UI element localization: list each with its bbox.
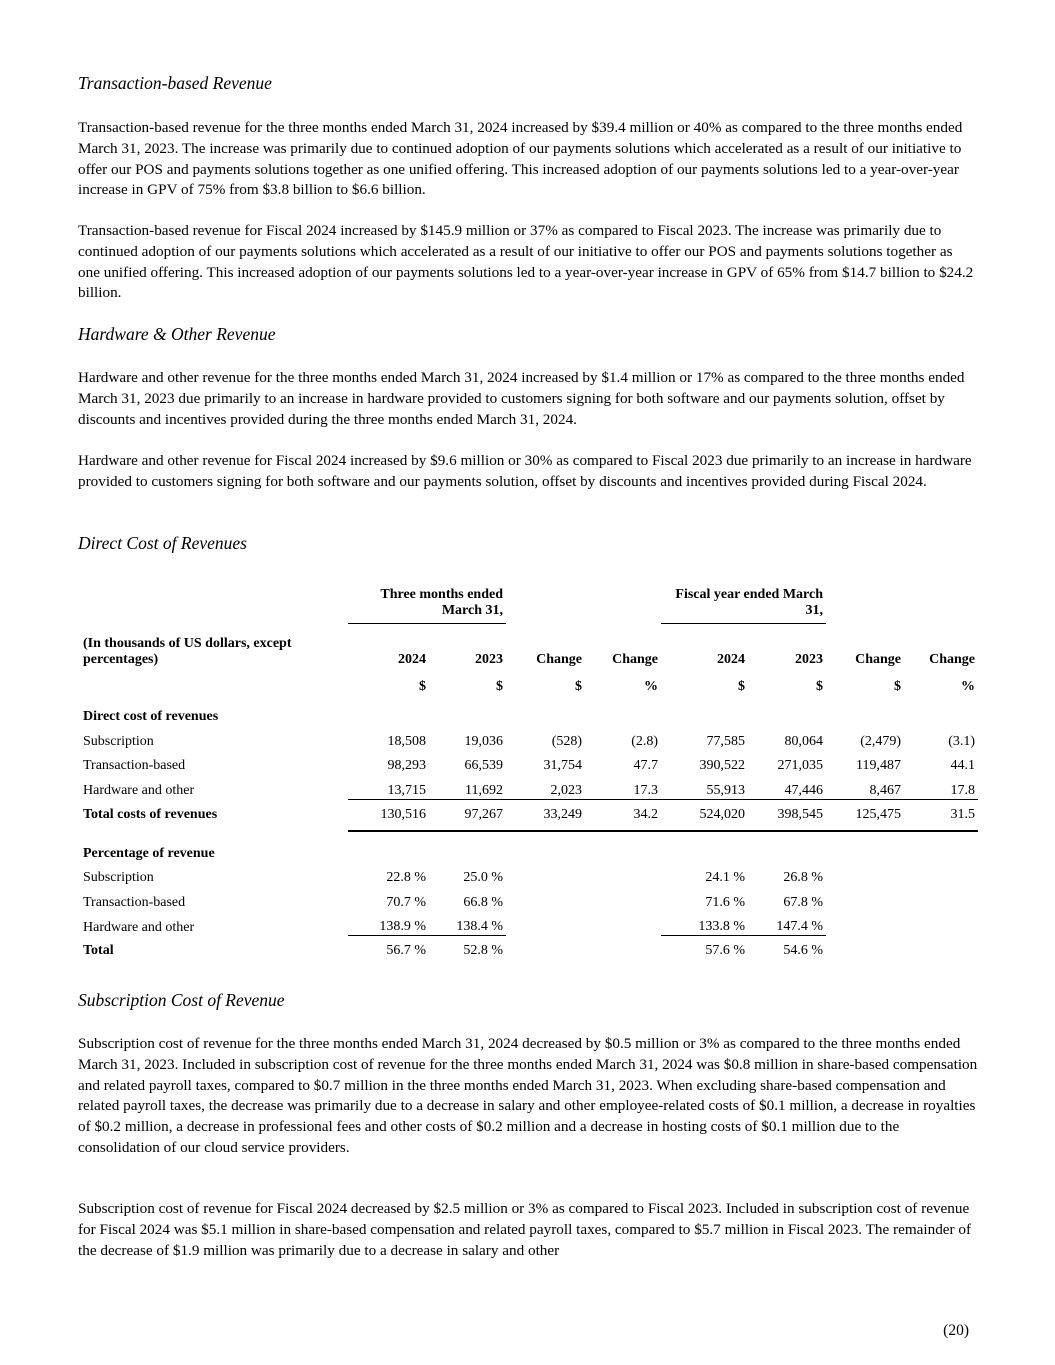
table-cell: 11,692 <box>429 774 506 799</box>
group-header-fiscal-year: Fiscal year ended March 31, <box>661 585 826 624</box>
table-cell: 24.1 % <box>705 870 746 885</box>
column-header: Change <box>612 652 659 667</box>
column-header: 2023 <box>475 652 504 667</box>
table-cell: 271,035 <box>777 758 824 773</box>
unit-label: $ <box>816 679 824 694</box>
paragraph-subscription-fiscal: Subscription cost of revenue for Fiscal 2024 decreased by $2.5 million or 3% as compared to Fiscal 2023. Included in subscription cost of revenue for Fiscal 2024 was $5.1 million in share-based compensation and related payroll taxes, compared to $5.7 million in Fiscal 2023. The remainder of the decrease of $1.9 million was primarily due to a decrease in salary and other <box>78 1200 972 1259</box>
row-label: Subscription <box>83 870 154 885</box>
table-row <box>78 862 978 887</box>
unit-label: $ <box>496 679 504 694</box>
group-header-three-months: Three months ended March 31, <box>348 585 506 624</box>
table-cell: 119,487 <box>856 758 902 773</box>
section-heading-subscription: Subscription Cost of Revenue <box>78 990 285 1010</box>
unit-label: $ <box>575 679 583 694</box>
unit-label: % <box>961 679 976 694</box>
paragraph-hardware-quarter: Hardware and other revenue for the three months ended March 31, 2024 increased by $1.4 million or 17% as compared to the three months ended March 31, 2023 due primarily to an increase in hardware provided to customers signing for both software and our payments solution, offset by discounts and incentives provided during the three months ended March 31, 2024. <box>78 369 965 428</box>
table-cell: 98,293 <box>387 758 426 773</box>
table-cell: 56.7 % <box>386 943 426 958</box>
unit-label: $ <box>894 679 902 694</box>
row-label: Hardware and other <box>83 783 195 798</box>
paragraph-subscription-quarter: Subscription cost of revenue for the three months ended March 31, 2024 decreased by $0.5 million or 3% as compared to the three months ended March 31, 2023. Included in subscription cost of revenue for the three months ended March 31, 2024 was $0.8 million in share-based compensation and related payroll taxes, compared to $0.7 million in the three months ended March 31, 2023. When excluding share-based compensation and related payroll taxes, the decrease was primarily due to a decrease in salary and other employee-related costs of $0.1 million, a decrease in royalties of $0.2 million, a decrease in professional fees and other costs of $0.2 million and a decrease in hosting costs of $0.1 million due to the consolidation of our cloud service providers. <box>78 1035 978 1156</box>
unit-label: % <box>644 679 659 694</box>
row-label-total: Total <box>83 942 114 958</box>
unit-label: $ <box>738 679 746 694</box>
table-cell: 398,545 <box>748 799 826 831</box>
table-cell: 130,516 <box>348 799 429 831</box>
column-header: Change <box>929 652 976 667</box>
section-label-percentage: Percentage of revenue <box>83 845 215 861</box>
table-cell: 66,539 <box>464 758 504 773</box>
table-cell: 22.8 % <box>386 870 426 885</box>
paragraph-transaction-fiscal: Transaction-based revenue for Fiscal 2024 increased by $145.9 million or 37% as compared to Fiscal 2023. The increase was primarily due to continued adoption of our payments solutions which accelerated as a result of our initiative to offer our POS and payments solutions together as one unified offering. This increased adoption of our payments solutions led to a year-over-year increase in GPV of 65% from $14.7 billion to $24.2 billion. <box>78 222 974 302</box>
table-cell: 47.7 <box>633 758 659 773</box>
table-cell: (2.8) <box>631 733 659 749</box>
table-cell: 133.8 % <box>661 911 748 936</box>
table-cell: 19,036 <box>464 733 504 749</box>
table-row <box>78 886 978 911</box>
table-cell: (2,479) <box>860 733 902 749</box>
table-cell: 26.8 % <box>783 870 824 885</box>
table-cell: 13,715 <box>348 774 429 799</box>
column-header: 2024 <box>398 652 426 667</box>
table-row <box>78 725 978 750</box>
unit-label: $ <box>419 679 426 694</box>
table-cell: 17.3 <box>585 774 661 799</box>
table-cell: 138.4 % <box>429 911 506 936</box>
table-cell: 47,446 <box>748 774 826 799</box>
row-label: Hardware and other <box>83 919 195 935</box>
table-cell: 34.2 <box>585 799 661 831</box>
table-row <box>78 911 978 936</box>
column-header: Change <box>536 652 583 667</box>
table-cell: 55,913 <box>661 774 748 799</box>
column-header: Change <box>855 652 902 667</box>
section-label-direct-cost: Direct cost of revenues <box>83 709 219 724</box>
table-cell: 70.7 % <box>386 894 426 910</box>
table-cell: 97,267 <box>429 799 506 831</box>
table-cell: 31,754 <box>543 758 583 773</box>
table-cell: 25.0 % <box>463 870 504 885</box>
table-cell: 138.9 % <box>348 911 429 936</box>
table-cell: 54.6 % <box>783 943 824 958</box>
table-cell: 2,023 <box>506 774 585 799</box>
table-row <box>78 750 978 775</box>
table-cell: 77,585 <box>706 733 746 749</box>
page-number: (20) <box>943 1322 969 1339</box>
table-cell: 390,522 <box>699 758 746 773</box>
table-cell: 52.8 % <box>463 943 504 958</box>
table-row <box>78 774 978 799</box>
table-cell: (3.1) <box>948 733 976 749</box>
table-cell: 8,467 <box>826 774 904 799</box>
table-cell: 18,508 <box>387 733 426 749</box>
paragraph-hardware-fiscal: Hardware and other revenue for Fiscal 2024 increased by $9.6 million or 30% as compared to Fiscal 2023 due primarily to an increase in hardware provided to customers signing for both software and our payments solution, offset by discounts and incentives provided during Fiscal 2024. <box>78 452 972 490</box>
table-cell: 147.4 % <box>748 911 826 936</box>
table-cell: 67.8 % <box>783 894 824 910</box>
row-label-total-costs: Total costs of revenues <box>83 806 218 822</box>
section-heading-transaction: Transaction-based Revenue <box>78 73 272 93</box>
paragraph-transaction-quarter: Transaction-based revenue for the three months ended March 31, 2024 increased by $39.4 million or 40% as compared to the three months ended March 31, 2023. The increase was primarily due to continued adoption of our payments solutions which accelerated as a result of our initiative to offer our POS and payments solutions together as one unified offering. This increased adoption of our payments solutions led to a year-over-year increase in GPV of 75% from $3.8 billion to $6.6 billion. <box>78 119 963 199</box>
table-cell: 80,064 <box>784 733 824 749</box>
table-cell: (528) <box>551 733 583 749</box>
column-header: 2023 <box>795 652 824 667</box>
total-row <box>78 936 978 967</box>
table-cell: 71.6 % <box>705 894 746 910</box>
table-cell: 57.6 % <box>705 943 746 958</box>
table-cell: 524,020 <box>661 799 748 831</box>
row-label: Transaction-based <box>83 758 186 773</box>
total-row <box>78 799 978 831</box>
row-label: Subscription <box>83 733 154 749</box>
section-heading-hardware: Hardware & Other Revenue <box>78 324 276 344</box>
table-cell: 44.1 <box>950 758 976 773</box>
table-cell: 17.8 <box>904 774 978 799</box>
table-cell: 66.8 % <box>463 894 504 910</box>
column-header: 2024 <box>717 652 746 667</box>
direct-cost-table <box>78 585 978 966</box>
row-label: Transaction-based <box>83 894 186 910</box>
table-cell: 125,475 <box>826 799 904 831</box>
table-cell: 33,249 <box>506 799 585 831</box>
row-label-header: (In thousands of US dollars, except percentages) <box>83 636 292 667</box>
table-cell: 31.5 <box>904 799 978 831</box>
section-heading-direct-cost: Direct Cost of Revenues <box>78 533 247 553</box>
